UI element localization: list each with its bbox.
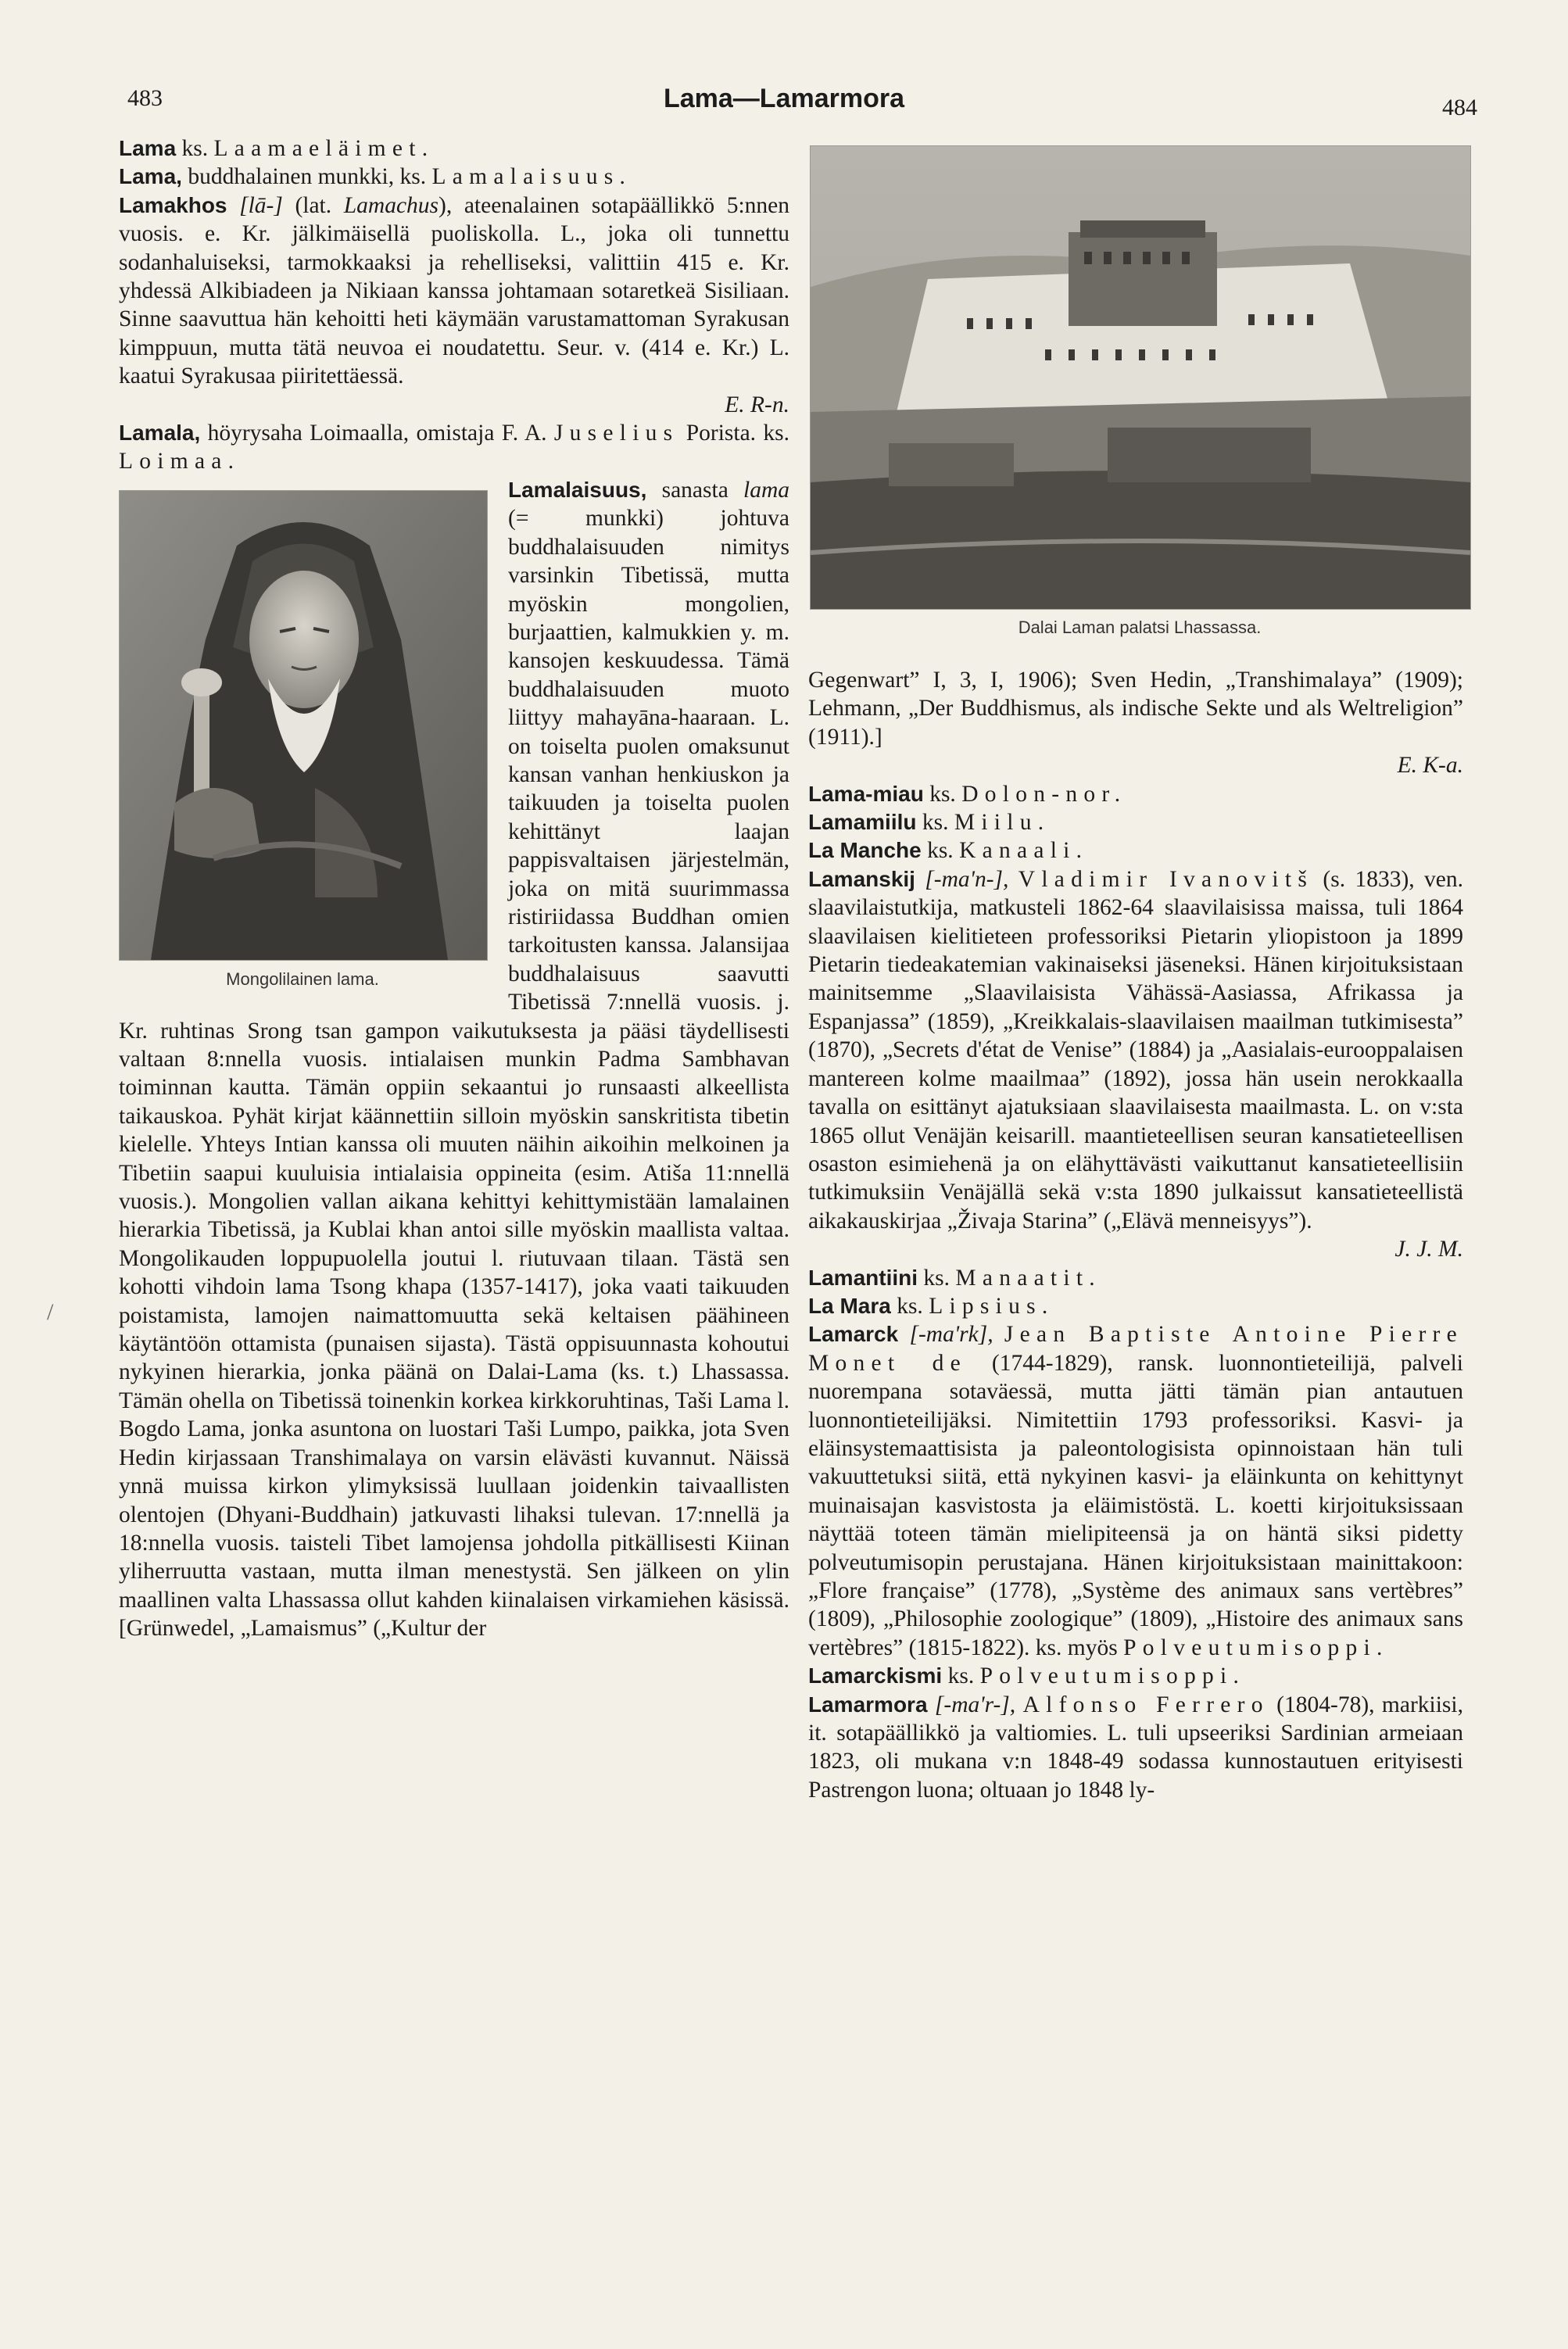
headword: Lamarmora [808,1692,928,1717]
entry-text: (1744-1829), ransk. luonnontieteilijä, palveli nuorempana sotaväessä, mutta jätti tämän pian antautuen luonnontieteilijäksi. Nimitettiin 1793 professoriksi. Kasvi- ja eläinsystemaattisista ja paleontologisista opinnoistaan hän tuli vakuuttetuksi siitä, että nykyinen kasvi- ja eläinkunta on kehittynyt muinaisajan kasvistosta ja eläimistöstä. L. koetti kirjoituksissaan näyttää toteen tämän mielipiteensä ja on häntä siksi pidetty polveutumisopin perustajana. Hänen kirjoituksistaan mainittakoon: „Flore française” (1778), „Système des animaux sans vertèbres” (1809), „Philosophie zoologique” (1809), „Histoire des animaux sans vertèbres” (1815-1822). ks. myös [808,1350,1463,1660]
italic-term: lama [743,477,789,503]
ks-text: ks. [923,781,962,807]
cross-reference: Miilu. [954,810,1051,836]
headword: Lamalaisuus, [508,477,647,502]
entry-text: sanasta [646,477,743,503]
palace-figure-caption: Dalai Laman palatsi Lhassassa. [1018,618,1262,637]
headword: Lama [119,136,177,160]
ks-text: ks. [921,838,960,864]
entry-text: höyrysaha Loimaalla, omistaja F. A. [200,421,554,446]
headword: Lamarckismi [808,1663,943,1688]
entry-la-mara [808,1292,1463,1320]
lama-photo [119,490,488,961]
spaced-name: Jean Baptiste Antoine Pierre Monet de [808,1322,1463,1376]
headword: Lamanskij [808,866,915,891]
entry-text: (= munkki) johtuva buddhalaisuuden nimitys varsinkin Tibetissä, mutta myöskin mongolien, burjaattien, kalmukkien y. m. kansojen keskuudessa. Tämä buddhalaisuuden muoto liittyy mahayāna-haaraan. L. on toiselta puolen omaksunut kansan vanhan henkiuskon ja taikuuden ja toiselta puolen kehittänyt laajan pappisvaltaisen järjestelmän, joka on mitä suurimmassa ristiriidassa Buddhan omien tarkoitusten kanssa. Jalansijaa buddhalaisuus saavutti Tibetissä 7:nnellä vuosis. j. Kr. ruhtinas Srong tsan gampon vaikutuksesta ja pääsi täydellisesti valtaan 8:nnella vuosis. intialaisen munkin Padma Sambhavan toiminnan kautta. Tämän oppiin sekaantui jo runsaasti alkeellista taikauskoa. Pyhät kirjat käännettiin silloin myöskin sanskritista tibetin kielelle. Yhteys Intian kanssa oli muuten näihin aikoihin melkoinen ja Tibetiin saapui kuuluisia intialaisia oppineita (esim. Atiša 11:nnellä vuosis.). Mongolien vallan aikana kehittyi kehittymistään lamalainen hierarkia Tibetissä, ja Kublai khan antoi sille myöskin maallista valtaa. Mongolikauden loppupuolella joutui l. riutuvaan tilaan. Tästä sen kohotti vihdoin lama Tsong khapa (1357-1417), joka vaati taikuuden poistamista, lamojen naimattomuutta sekä keltaisen päähineen käytäntöön ottamista (punaisen sijasta). Tästä oppisuunnasta kohoutui nykyinen hierarkia, jonka päänä on Dalai-Lama (ks. t.) Lhassassa. Tämän ohella on Tibetissä toinenkin korkea kirkkoruhtinas, Taši Lama l. Bogdo Lama, jonka asuntona on luostari Taši Lumpo, paikka, jota Sven Hedin kirjassaan Transhimalaya on varsin elävästi kuvannut. Näissä ynnä muissa kirkon ylimyksissä luullaan joidenkin taivaallisten olentojen (Dhyani-Buddhain) jatkuvasti lihaksi tulevan. 17:nnellä ja 18:nnella vuosis. taisteli Tibet lamojensa johdolla pitkällisesti Kiinan yliherruutta vastaan, mutta ilman menestystä. Sen jälkeen on ylin maallinen valta Lhassassa ollut kahden kiinalaisen virkamiehen käsissä. [Grünwedel, „Lamaismus” („Kultur der [119,506,789,1642]
ks-text: ks. [918,1265,956,1291]
cross-reference: Polveutumisoppi. [979,1663,1246,1689]
cross-reference: Laamaeläimet. [213,136,435,161]
cross-reference: Lamalaisuus. [431,164,632,190]
author-signature: J. J. M. [1394,1237,1463,1262]
entry-lamarckismi [808,1662,1463,1690]
entry-lamarck [808,1320,1463,1662]
entry-lama-1 [119,134,789,163]
ks-text: ks. [942,1663,980,1689]
entry-lama-miau [808,780,1463,808]
mongolian-lama-illustration [120,491,487,960]
pronunciation: [lā-] [227,192,295,218]
cross-reference: Manaatit. [955,1265,1101,1291]
margin-mark: / [47,1299,54,1325]
latin-name: Lamachus [343,192,439,218]
cross-reference: Kanaali. [959,838,1089,864]
potala-palace-illustration [811,146,1470,609]
entry-lamala [119,419,789,476]
ks-text: ks. [916,810,954,836]
right-column [808,666,1463,1804]
lama-figure [119,476,494,992]
page-number-left: 483 [127,85,163,111]
running-title: Lama—Lamarmora [663,84,904,113]
cross-reference: Lipsius. [929,1293,1054,1319]
entry-text: Porista. ks. [678,421,789,446]
entry-lamantiini [808,1264,1463,1292]
entry-lamamiilu [808,808,1463,836]
cross-reference: Polveutumisoppi. [1123,1635,1389,1660]
headword: Lama-miau [808,781,924,806]
headword: Lamala, [119,421,201,446]
author-signature: E. R-n. [725,392,789,417]
spaced-name: Alfonso Ferrero [1022,1692,1269,1717]
headword: Lamantiini [808,1265,918,1290]
headword: Lamakhos [119,192,227,217]
author-signature: E. K-a. [1397,753,1463,779]
spaced-name: Vladimir Ivanovitš [1018,866,1314,892]
entry-lamanskij [808,865,1463,1235]
headword: La Manche [808,838,922,863]
pronunciation: [-ma'rk], [898,1322,1004,1348]
spaced-name: Juselius [553,421,679,446]
pronunciation: [-ma'r-], [927,1692,1023,1717]
entry-la-manche [808,836,1463,865]
entry-lamakhos [119,192,789,391]
entry-lamalaisuus [119,476,789,1643]
entry-lama-2 [119,163,789,191]
lama-figure-caption: Mongolilainen lama. [226,969,379,989]
entry-text: (lat. [295,192,344,218]
headword: Lamamiilu [808,810,917,835]
pronunciation: [-ma'n-], [915,866,1018,892]
entry-text: buddhalainen munkki, ks. [181,164,432,190]
entry-text: ), ateenalainen sotapäällikkö 5:nnen vuosis. e. Kr. jälkimäisellä puoliskolla. L., joka oli tunnettu sodanhaluiseksi, tarmokkaaksi ja rehelliseksi, valittiin 415 e. Kr. yhdessä Alkibiadeen ja Nikiaan kanssa johtamaan sotaretkeä Sisiliaan. Sinne saavuttua hän kehoitti heti käymään varustamattoman Syrakusan kimppuun, mutta tätä neuvoa ei noudatettu. Seur. v. (414 e. Kr.) L. kaatui Syrakusaa piiritettäessä. [119,192,790,389]
entry-text: (1804-78), markiisi, it. sotapäällikkö ja valtiomies. L. tuli upseeriksi Sardinian armeiaan 1823, oli mukana v:n 1848-49 sodassa kunnostautuen erityisesti Pastrengon luona; oltuaan jo 1848 ly- [808,1692,1463,1803]
ks-text: ks. [890,1293,929,1319]
entry-lamarmora [808,1691,1463,1805]
left-column [119,134,789,1643]
headword: Lamarck [808,1322,899,1347]
entry-text: (s. 1833), ven. slaavilaistutkija, matkusteli 1862-64 slaavilaisissa maissa, tuli 1864 slaavilaisen kielitieteen professoriksi Pietarin yliopistoon ja 1899 Pietarin tiedeakatemian vakinaiseksi jäseneksi. Hänen kirjoituksistaan mainitsemme „Slaavilaisista Vähässä-Aasiassa, Afrikassa ja Espanjassa” (1859), „Kreikkalais-slaavilaisen maailman tutkimisesta” (1870), „Secrets d'état de Venise” (1884) ja „Aasialais-eurooppalaisen mantereen kolme maailmaa” (1892), jossa hän usein nerokkaalla tavalla on esittänyt ajatuksiaan slaavilaisesta maailmasta. L. on v:sta 1865 ollut Venäjän keisarill. maantieteellisen seuran kansatieteellisen osaston esimiehenä ja on elähyttävästi vaikuttanut kansatieteellisiin tutkimuksiin Venäjällä sekä v:sta 1890 julkaissut kansatieteellistä aikakauskirjaa „Živaja Starina” („Elävä menneisyys”). [808,866,1463,1234]
palace-figure [810,145,1471,610]
cross-reference: Dolon-nor. [961,781,1127,807]
page-number-right: 484 [1442,95,1477,120]
headword: La Mara [808,1293,891,1318]
ks-text: ks. [176,136,214,161]
headword: Lama, [119,164,182,189]
continued-text: Gegenwart” I, 3, I, 1906); Sven Hedin, „Transhimalaya” (1909); Lehmann, „Der Buddhismus, als indische Sekte und als Weltreligion” (1911).] [808,668,1463,750]
cross-reference: Loimaa. [119,449,241,474]
